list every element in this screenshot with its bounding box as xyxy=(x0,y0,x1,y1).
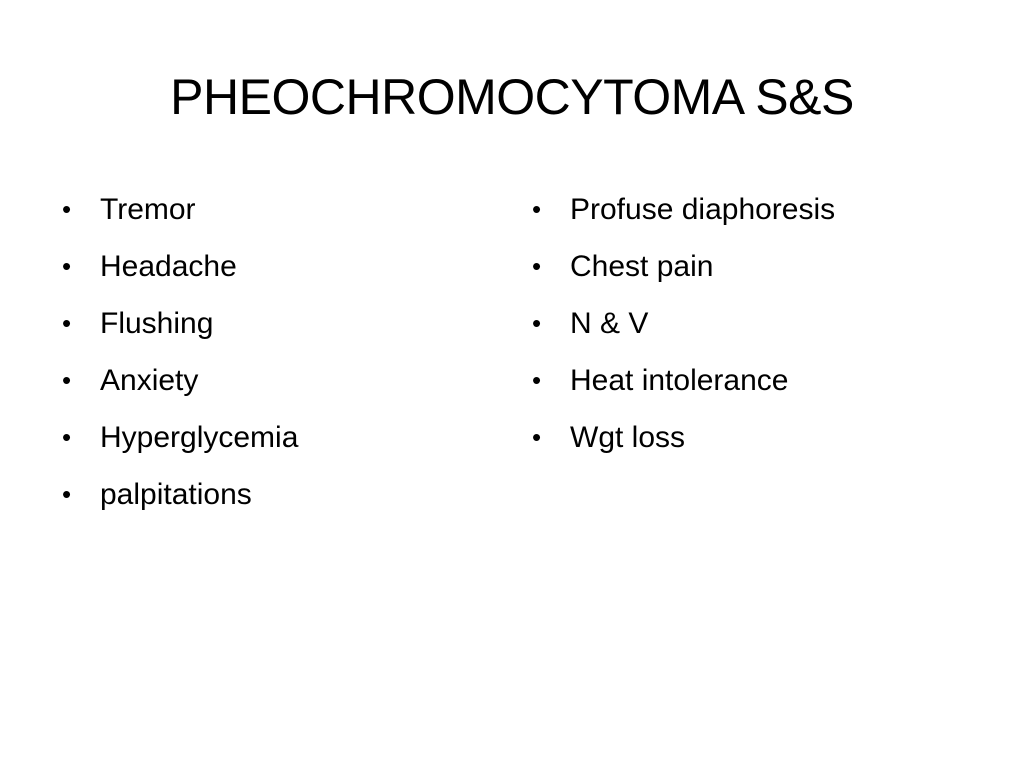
list-item xyxy=(62,352,482,409)
bullet-icon: • xyxy=(62,422,72,452)
list-item xyxy=(62,466,482,523)
list-item-label: Chest pain xyxy=(570,250,714,283)
list-item-label: Tremor xyxy=(100,193,196,226)
list-item-label: Flushing xyxy=(100,307,214,340)
list-item-label: N & V xyxy=(570,307,649,340)
left-bullet-list xyxy=(62,181,482,523)
list-item xyxy=(62,181,482,238)
bullet-icon: • xyxy=(62,251,72,281)
list-item xyxy=(532,238,972,295)
bullet-icon: • xyxy=(532,194,542,224)
list-item xyxy=(62,295,482,352)
list-item-label: palpitations xyxy=(100,478,252,511)
bullet-icon: • xyxy=(532,365,542,395)
list-item-label: Wgt loss xyxy=(570,421,686,454)
bullet-icon: • xyxy=(532,308,542,338)
list-item-label: Profuse diaphoresis xyxy=(570,193,836,226)
bullet-icon: • xyxy=(532,422,542,452)
list-item xyxy=(532,295,972,352)
list-item xyxy=(532,181,972,238)
list-item xyxy=(62,238,482,295)
right-bullet-list xyxy=(532,181,972,466)
list-item-label: Heat intolerance xyxy=(570,364,789,397)
list-item-label: Headache xyxy=(100,250,237,283)
bullet-icon: • xyxy=(62,479,72,509)
slide-title: PHEOCHROMOCYTOMA S&S xyxy=(170,69,854,125)
list-item-label: Anxiety xyxy=(100,364,199,397)
bullet-icon: • xyxy=(62,194,72,224)
list-item xyxy=(532,409,972,466)
bullet-icon: • xyxy=(62,365,72,395)
list-item xyxy=(62,409,482,466)
bullet-icon: • xyxy=(62,308,72,338)
bullet-icon: • xyxy=(532,251,542,281)
list-item-label: Hyperglycemia xyxy=(100,421,299,454)
list-item xyxy=(532,352,972,409)
